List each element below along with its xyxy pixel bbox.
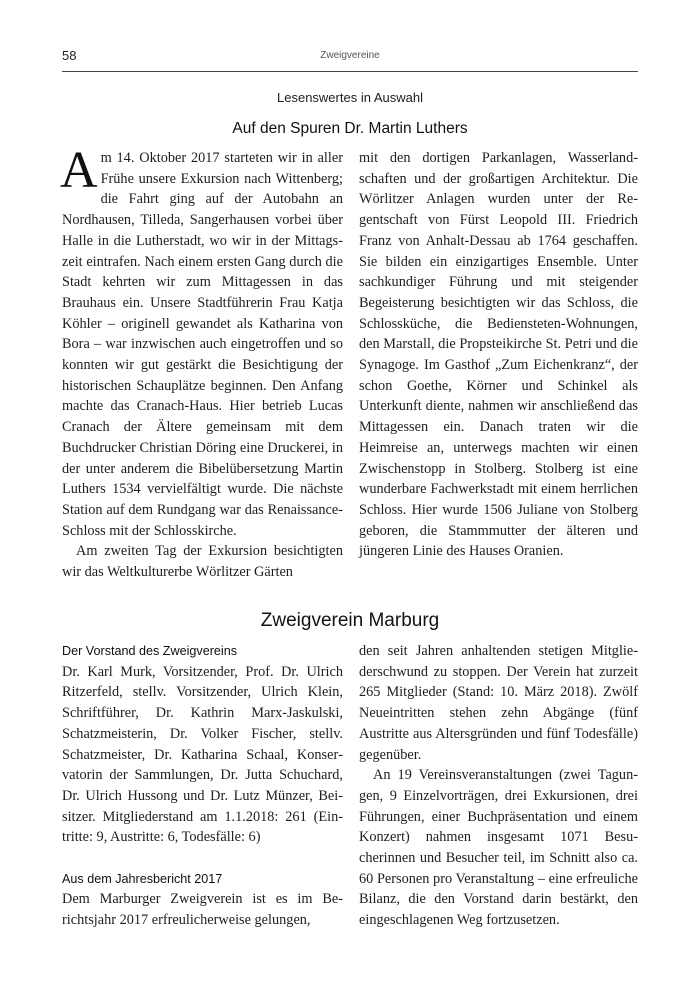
report-paragraph: den seit Jahren anhaltenden stetigen Mitgliederschwund zu stoppen. Der Verein hat zurzeit 265 Mitglieder (Stand: 10. März 2018). Zwölf Neueintritten stehen zehn Abgänge (fünf Austritte aus Altersgründen und fünf Todesfälle) gegenüber.	[359, 643, 638, 763]
board-heading: Der Vorstand des Zweigvereins	[62, 644, 237, 658]
article-paragraph: mit den dortigen Parkanlagen, Wasserlandschaften und der großartigen Architektur. Die Wörlitzer Anlagen wurden unter der Regentschaft von Fürst Leopold III. Friedrich Franz von Anhalt-Dessau ab 1764 geschaffen. Sie bilden ein einzigartiges Ensemble. Unter sachkundiger Führung und mit steigender Begeisterung besichtigten wir das Schloss, die Schlossküche, die Bediensteten-Wohnungen, den Marstall, die Propsteikirche St. Petri und die Synagoge. Im Gasthof „Zum Eichenkranz“, der schon Goethe, Körner und Schinkel als Unterkunft diente, nahmen wir anschließend das Mittagessen ein. Danach traten wir die Heimreise an, unterwegs machten wir einen Zwischenstopp in Stolberg. Stolberg ist eine wunderbare Fachwerkstadt mit einem herrlichen Schloss. Hier wurde 1506 Juliane von Stolberg geboren, die Stammmutter der älteren und jüngeren Linie des Hauses Oranien.	[359, 150, 638, 560]
article-column-right	[359, 148, 638, 562]
report-heading: Aus dem Jahresbericht 2017	[62, 871, 223, 886]
article-title: Auf den Spuren Dr. Martin Luthers	[232, 120, 468, 137]
spacer	[62, 848, 343, 869]
article-paragraph	[60, 142, 343, 541]
page-number: 58	[62, 48, 77, 63]
running-head	[62, 48, 638, 70]
drop-cap: A	[60, 142, 98, 199]
section-column-left	[62, 641, 343, 931]
header-rule	[62, 71, 638, 72]
article-kicker: Lesenswertes in Auswahl	[277, 90, 423, 105]
report-paragraph: Dem Marburger Zweigverein ist es im Berichtsjahr 2017 erfreulicherweise gelungen,	[62, 891, 343, 929]
article-column-left	[60, 142, 343, 583]
running-title: Zweigvereine	[320, 50, 380, 61]
board-text: Dr. Karl Murk, Vorsitzender, Prof. Dr. Ulrich Ritzerfeld, stellv. Vorsitzender, Ulrich Klein, Schriftführer, Dr. Kathrin Marx-Jaskulski, Schatzmeisterin, Dr. Volker Fischer, stellv. Schatzmeister, Dr. Katharina Schaal, Konservatorin der Sammlungen, Dr. Jutta Schuchard, Dr. Ulrich Hussong und Dr. Lutz Münzer, Beisitzer. Mitgliederstand am 1.1.2018: 261 (Eintritte: 9, Austritte: 6, Todesfälle: 6)	[62, 663, 343, 846]
article-paragraph-text: m 14. Oktober 2017 starteten wir in aller Frühe unsere Exkursion nach Wittenberg; die Fahrt ging auf der Autobahn an Nordhausen, Tilleda, Sangerhausen vorbei über Halle in die Lutherstadt, wo wir in der Mittagszeit eintrafen. Nach einem ersten Gang durch die Stadt kehrten wir zum Mittagessen in das Brauhaus ein. Unsere Stadtführerin Frau Katja Köhler – originell gewandet als Katharina von Bora – war inzwischen auch eingetroffen und so konnten wir gut gestärkt die Besichtigung der historischen Schauplätze beginnen. Den Anfang machte das Cranach-Haus. Hier betrieb Lucas Cranach der Ältere gemeinsam mit dem Buchdrucker Christian Döring eine Druckerei, in der unter anderem die Bibelübersetzung Martin Luthers 1534 vervielfältigt wurde. Die nächste Station auf dem Rundgang war das Renaissance-Schloss mit der Schlosskirche.	[62, 150, 343, 539]
article-paragraph: Am zweiten Tag der Exkursion besichtigten wir das Weltkulturerbe Wörlitzer Gärten	[62, 543, 343, 581]
report-paragraph: An 19 Vereinsveranstaltungen (zwei Tagungen, 9 Einzelvorträgen, drei Exkursionen, drei Führungen, einer Buchpräsentation und einem Konzert) nahmen insgesamt 1071 Besucherinnen und Besucher teil, im Schnitt also ca. 60 Personen pro Veranstaltung – eine erfreuliche Bilanz, die den Vorstand darin bestärkt, den eingeschlagenen Weg fortzusetzen.	[359, 767, 638, 929]
section-title: Zweigverein Marburg	[260, 610, 440, 631]
section-column-right	[359, 641, 638, 931]
